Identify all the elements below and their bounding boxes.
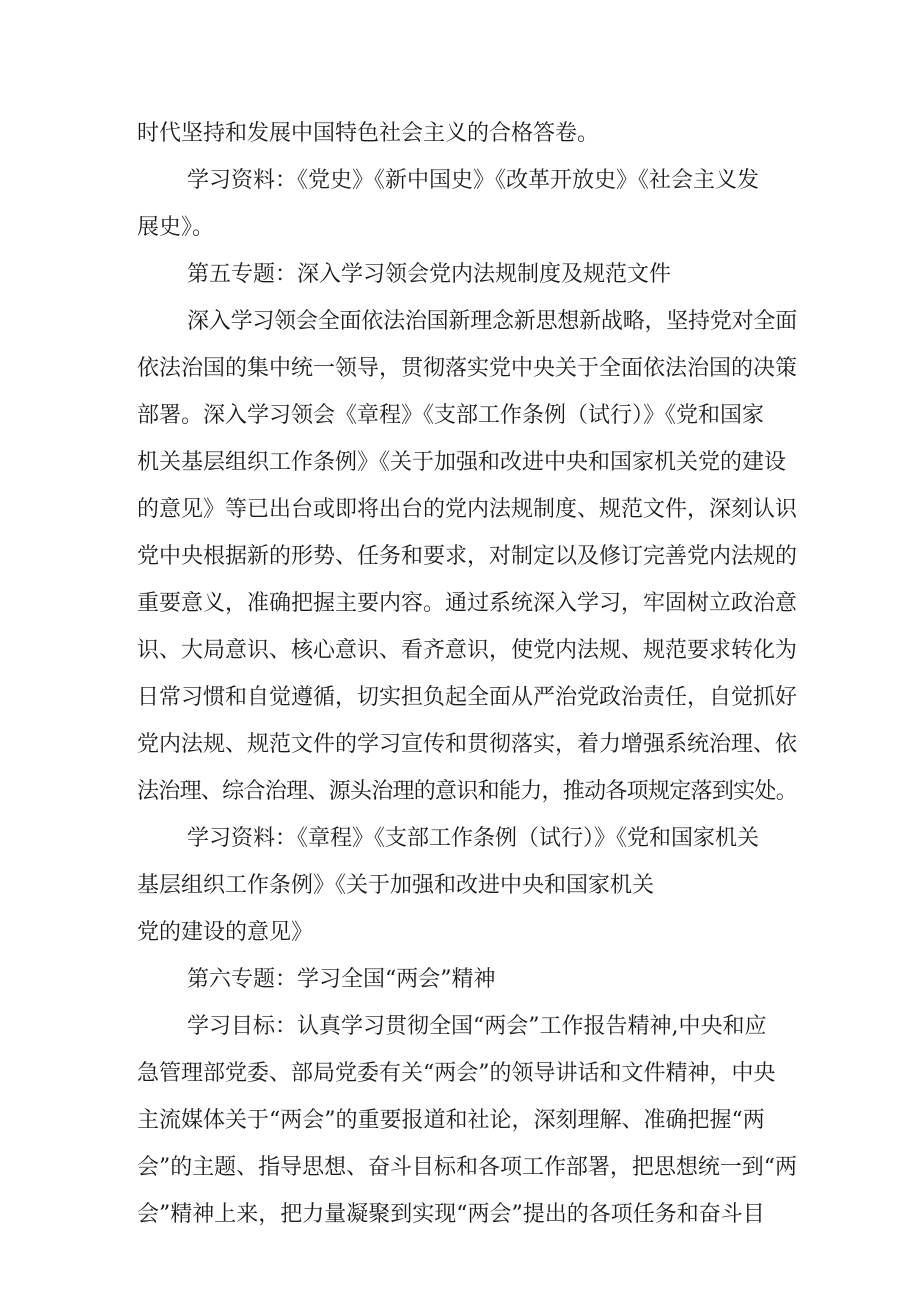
text-line: 会”的主题、指导思想、奋斗目标和各项工作部署，把思想统一到“两 [137,1155,797,1180]
paragraph-start-line: 学习目标：认真学习贯彻全国“两会”工作报告精神,中央和应 [187,1014,767,1039]
text-line: 基层组织工作条例》《关于加强和改进中央和国家机关 [137,873,655,898]
text-line: 主流媒体关于“两会”的重要报道和社论，深刻理解、准确把握“两 [137,1108,765,1133]
text-line: 部署。深入学习领会《章程》《支部工作条例（试行）》《党和国家 [137,403,765,428]
paragraph-start-line: 第六专题：学习全国“两会”精神 [187,967,496,992]
text-line: 会”精神上来，把力量凝聚到实现“两会”提出的各项任务和奋斗目 [137,1202,765,1227]
text-line: 识、大局意识、核心意识、看齐意识，使党内法规、规范要求转化为 [137,638,797,663]
text-line: 党中央根据新的形势、任务和要求，对制定以及修订完善党内法规的 [137,544,797,569]
text-line: 依法治国的集中统一领导，贯彻落实党中央关于全面依法治国的决策 [137,356,797,381]
paragraph-start-line: 深入学习领会全面依法治国新理念新思想新战略，坚持党对全面 [187,309,797,334]
paragraph-start-line: 学习资料：《党史》《新中国史》《改革开放史》《社会主义发 [187,168,760,193]
text-line: 重要意义，准确把握主要内容。通过系统深入学习，牢固树立政治意 [137,591,797,616]
paragraph-start-line: 第五专题：深入学习领会党内法规制度及规范文件 [187,262,672,287]
text-line: 日常习惯和自觉遵循，切实担负起全面从严治党政治责任，自觉抓好 [137,685,797,710]
text-line: 急管理部党委、部局党委有关“两会”的领导讲话和文件精神，中央 [137,1061,776,1086]
text-line: 的意见》等已出台或即将出台的党内法规制度、规范文件，深刻认识 [137,497,797,522]
text-line: 展史》。 [137,215,215,240]
text-line: 时代坚持和发展中国特色社会主义的合格答卷。 [137,121,600,146]
paragraph-start-line: 学习资料：《章程》《支部工作条例（试行）》《党和国家机关 [187,826,760,851]
text-line: 党内法规、规范文件的学习宣传和贯彻落实，着力增强系统治理、依 [137,732,797,757]
document-body [137,110,797,1238]
text-line: 机关基层组织工作条例》《关于加强和改进中央和国家机关党的建设 [137,450,787,475]
text-line: 党的建设的意见》 [137,920,314,945]
text-line: 法治理、综合治理、源头治理的意识和能力，推动各项规定落到实处。 [137,779,797,804]
